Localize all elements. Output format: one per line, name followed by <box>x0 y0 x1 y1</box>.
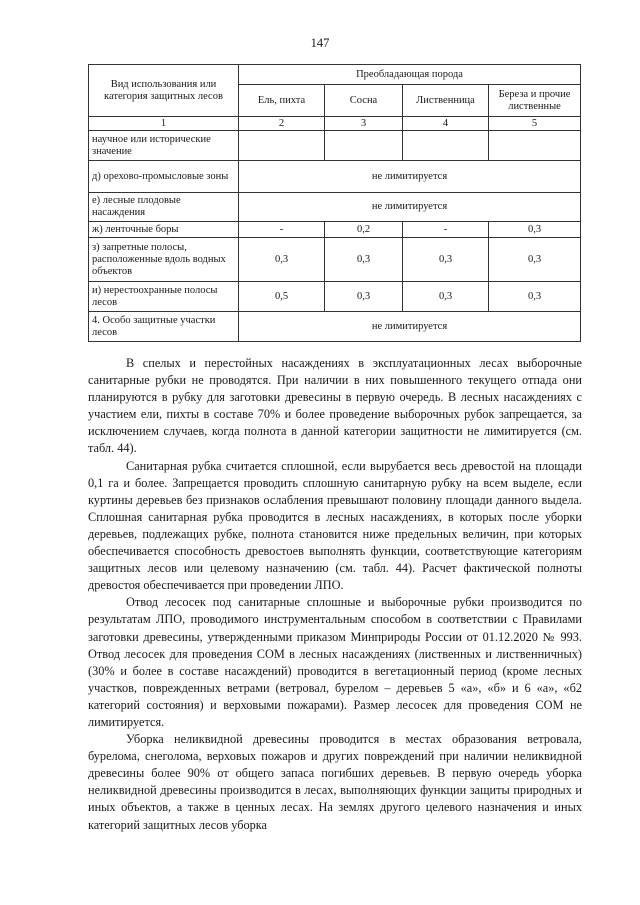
header-species-larch: Лиственница <box>403 85 489 117</box>
column-number: 4 <box>403 117 489 131</box>
table-cell: - <box>239 222 325 238</box>
row-label: д) орехово-промысловые зоны <box>89 161 239 193</box>
column-number: 5 <box>489 117 581 131</box>
column-number: 3 <box>325 117 403 131</box>
table-row <box>89 161 581 193</box>
row-label: з) запретные полосы, расположенные вдоль водных объектов <box>89 238 239 282</box>
table-cell: 0,3 <box>325 238 403 282</box>
column-number: 1 <box>89 117 239 131</box>
paragraph: Санитарная рубка считается сплошной, если вырубается весь древостой на площади 0,1 га и более. Запрещается проводить сплошную санитарную рубку на всем выделе, если куртины деревьев без признаков ослабления превышают половину площади данного выдела. Сплошная санитарная рубка проводится в лесных насаждениях, в которых после уборки деревьев, подлежащих рубке, полнота становится ниже предельных величин, при которых обеспечивается способность древостоев выполнять функции, соответствующие категориям защитных лесов или целевому назначению (см. табл. 44). Расчет фактической полноты древостоя обеспечивается при проведении ЛПО. <box>88 458 582 593</box>
paragraph: В спелых и перестойных насаждениях в эксплуатационных лесах выборочные санитарные рубки не проводятся. При наличии в них повышенного текущего отпада они планируются в рубку для заготовки древесины в первую очередь. В лесных насаждениях с участием ели, пихты в составе 70% и более проведение выборочных рубок запрещается, за исключением случаев, когда полнота в данной категории защитности не лимитируется (см. табл. 44). <box>88 356 582 456</box>
row-label: 4. Особо защитные участки лесов <box>89 312 239 342</box>
table-row <box>89 222 581 238</box>
header-dominant-species: Преобладающая порода <box>239 65 581 85</box>
row-label: и) нерестоохранные полосы лесов <box>89 282 239 312</box>
header-species-birch-deciduous: Береза и прочие лиственные <box>489 85 581 117</box>
table-cell: 0,3 <box>403 282 489 312</box>
row-label: научное или исторические значение <box>89 131 239 161</box>
table-cell: 0,3 <box>489 282 581 312</box>
paragraph: Отвод лесосек под санитарные сплошные и выборочные рубки производится по результатам ЛПО, проводимого инструментальным способом в соответствии с Правилами заготовки древесины, утвержденными приказом Минприроды России от 01.12.2020 № 993. Отвод лесосек для проведения СОМ в лесных насаждениях (лиственных и лиственничных) (30% и более в составе насаждений) проводится в вегетационный период (кроме лесных участков, поврежденных ветрами (ветровал, бурелом – деревьев 5 «а», «б» и 6 «а», «б2 категорий состояния) и верховыми пожарами). Размер лесосек для проведения СОМ не лимитируется. <box>88 595 582 729</box>
header-species-spruce-fir: Ель, пихта <box>239 85 325 117</box>
table-row <box>89 312 581 342</box>
row-label: е) лесные плодовые насаждения <box>89 193 239 222</box>
table-cell: 0,3 <box>325 282 403 312</box>
column-number: 2 <box>239 117 325 131</box>
table-cell: - <box>403 222 489 238</box>
table-cell <box>239 131 325 161</box>
table-cell: 0,3 <box>489 222 581 238</box>
table-cell: 0,3 <box>403 238 489 282</box>
fullness-limits-table <box>88 64 581 342</box>
table-cell <box>489 131 581 161</box>
table-header-row <box>89 65 581 85</box>
table-column-numbers-row <box>89 117 581 131</box>
table-cell: 0,3 <box>489 238 581 282</box>
table-cell: 0,3 <box>239 238 325 282</box>
table-row <box>89 193 581 222</box>
merged-cell: не лимитируется <box>239 161 581 193</box>
table-cell: 0,5 <box>239 282 325 312</box>
page-number: 147 <box>310 36 330 50</box>
table-row <box>89 282 581 312</box>
header-species-pine: Сосна <box>325 85 403 117</box>
table-row <box>89 131 581 161</box>
table-row <box>89 238 581 282</box>
table-cell <box>403 131 489 161</box>
merged-cell: не лимитируется <box>239 193 581 222</box>
body-text <box>88 355 582 834</box>
paragraph: Уборка неликвидной древесины проводится в местах образования ветровала, бурелома, снеголома, верховых пожаров и других повреждений при наличии неликвидной древесины более 90% от общего запаса погибших деревьев. В первую очередь уборка неликвидной древесины производится в лесах, выполняющих функции защиты природных и иных объектов, а также в ценных лесах. На землях другого целевого назначения и иных категорий защитных лесов уборка <box>88 732 582 832</box>
table-cell <box>325 131 403 161</box>
row-label: ж) ленточные боры <box>89 222 239 238</box>
header-use-category: Вид использования или категория защитных лесов <box>89 65 239 117</box>
merged-cell: не лимитируется <box>239 312 581 342</box>
table-cell: 0,2 <box>325 222 403 238</box>
